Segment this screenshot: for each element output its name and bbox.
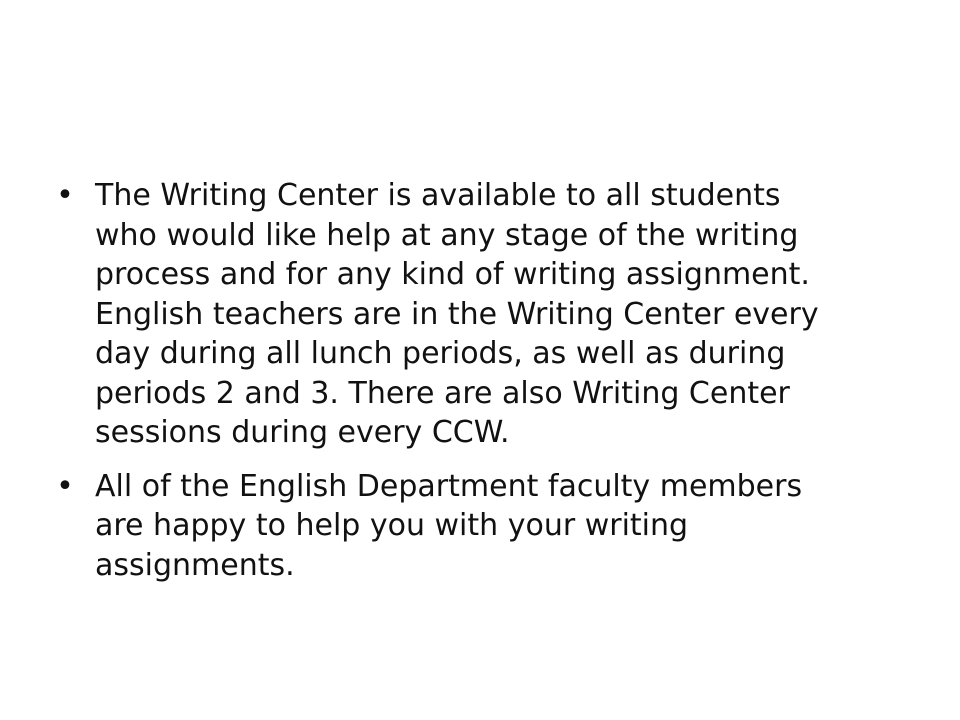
- bullet-text-line: The Writing Center is available to all students: [95, 178, 781, 213]
- bullet-text-line: who would like help at any stage of the writing: [95, 217, 799, 253]
- bullet-marker: •: [56, 468, 74, 504]
- bullet-text-line: periods 2 and 3. There are also Writing Center: [95, 375, 790, 411]
- bullet-text-line: assignments.: [95, 547, 295, 583]
- bullet-text-line: are happy to help you with your writing: [95, 508, 689, 543]
- bullet-text-line: process and for any kind of writing assignment.: [95, 257, 810, 292]
- bullet-item-writing-center: [56, 176, 876, 453]
- bullet-text-line: All of the English Department faculty members: [95, 468, 803, 504]
- bullet-marker: •: [56, 178, 74, 213]
- bullet-text-line: day during all lunch periods, as well as during: [95, 336, 786, 371]
- bullet-text-line: English teachers are in the Writing Center every: [95, 296, 819, 332]
- bullet-item-english-faculty: [56, 467, 876, 586]
- bullet-list: [56, 176, 876, 599]
- bullet-text-line: sessions during every CCW.: [95, 415, 510, 450]
